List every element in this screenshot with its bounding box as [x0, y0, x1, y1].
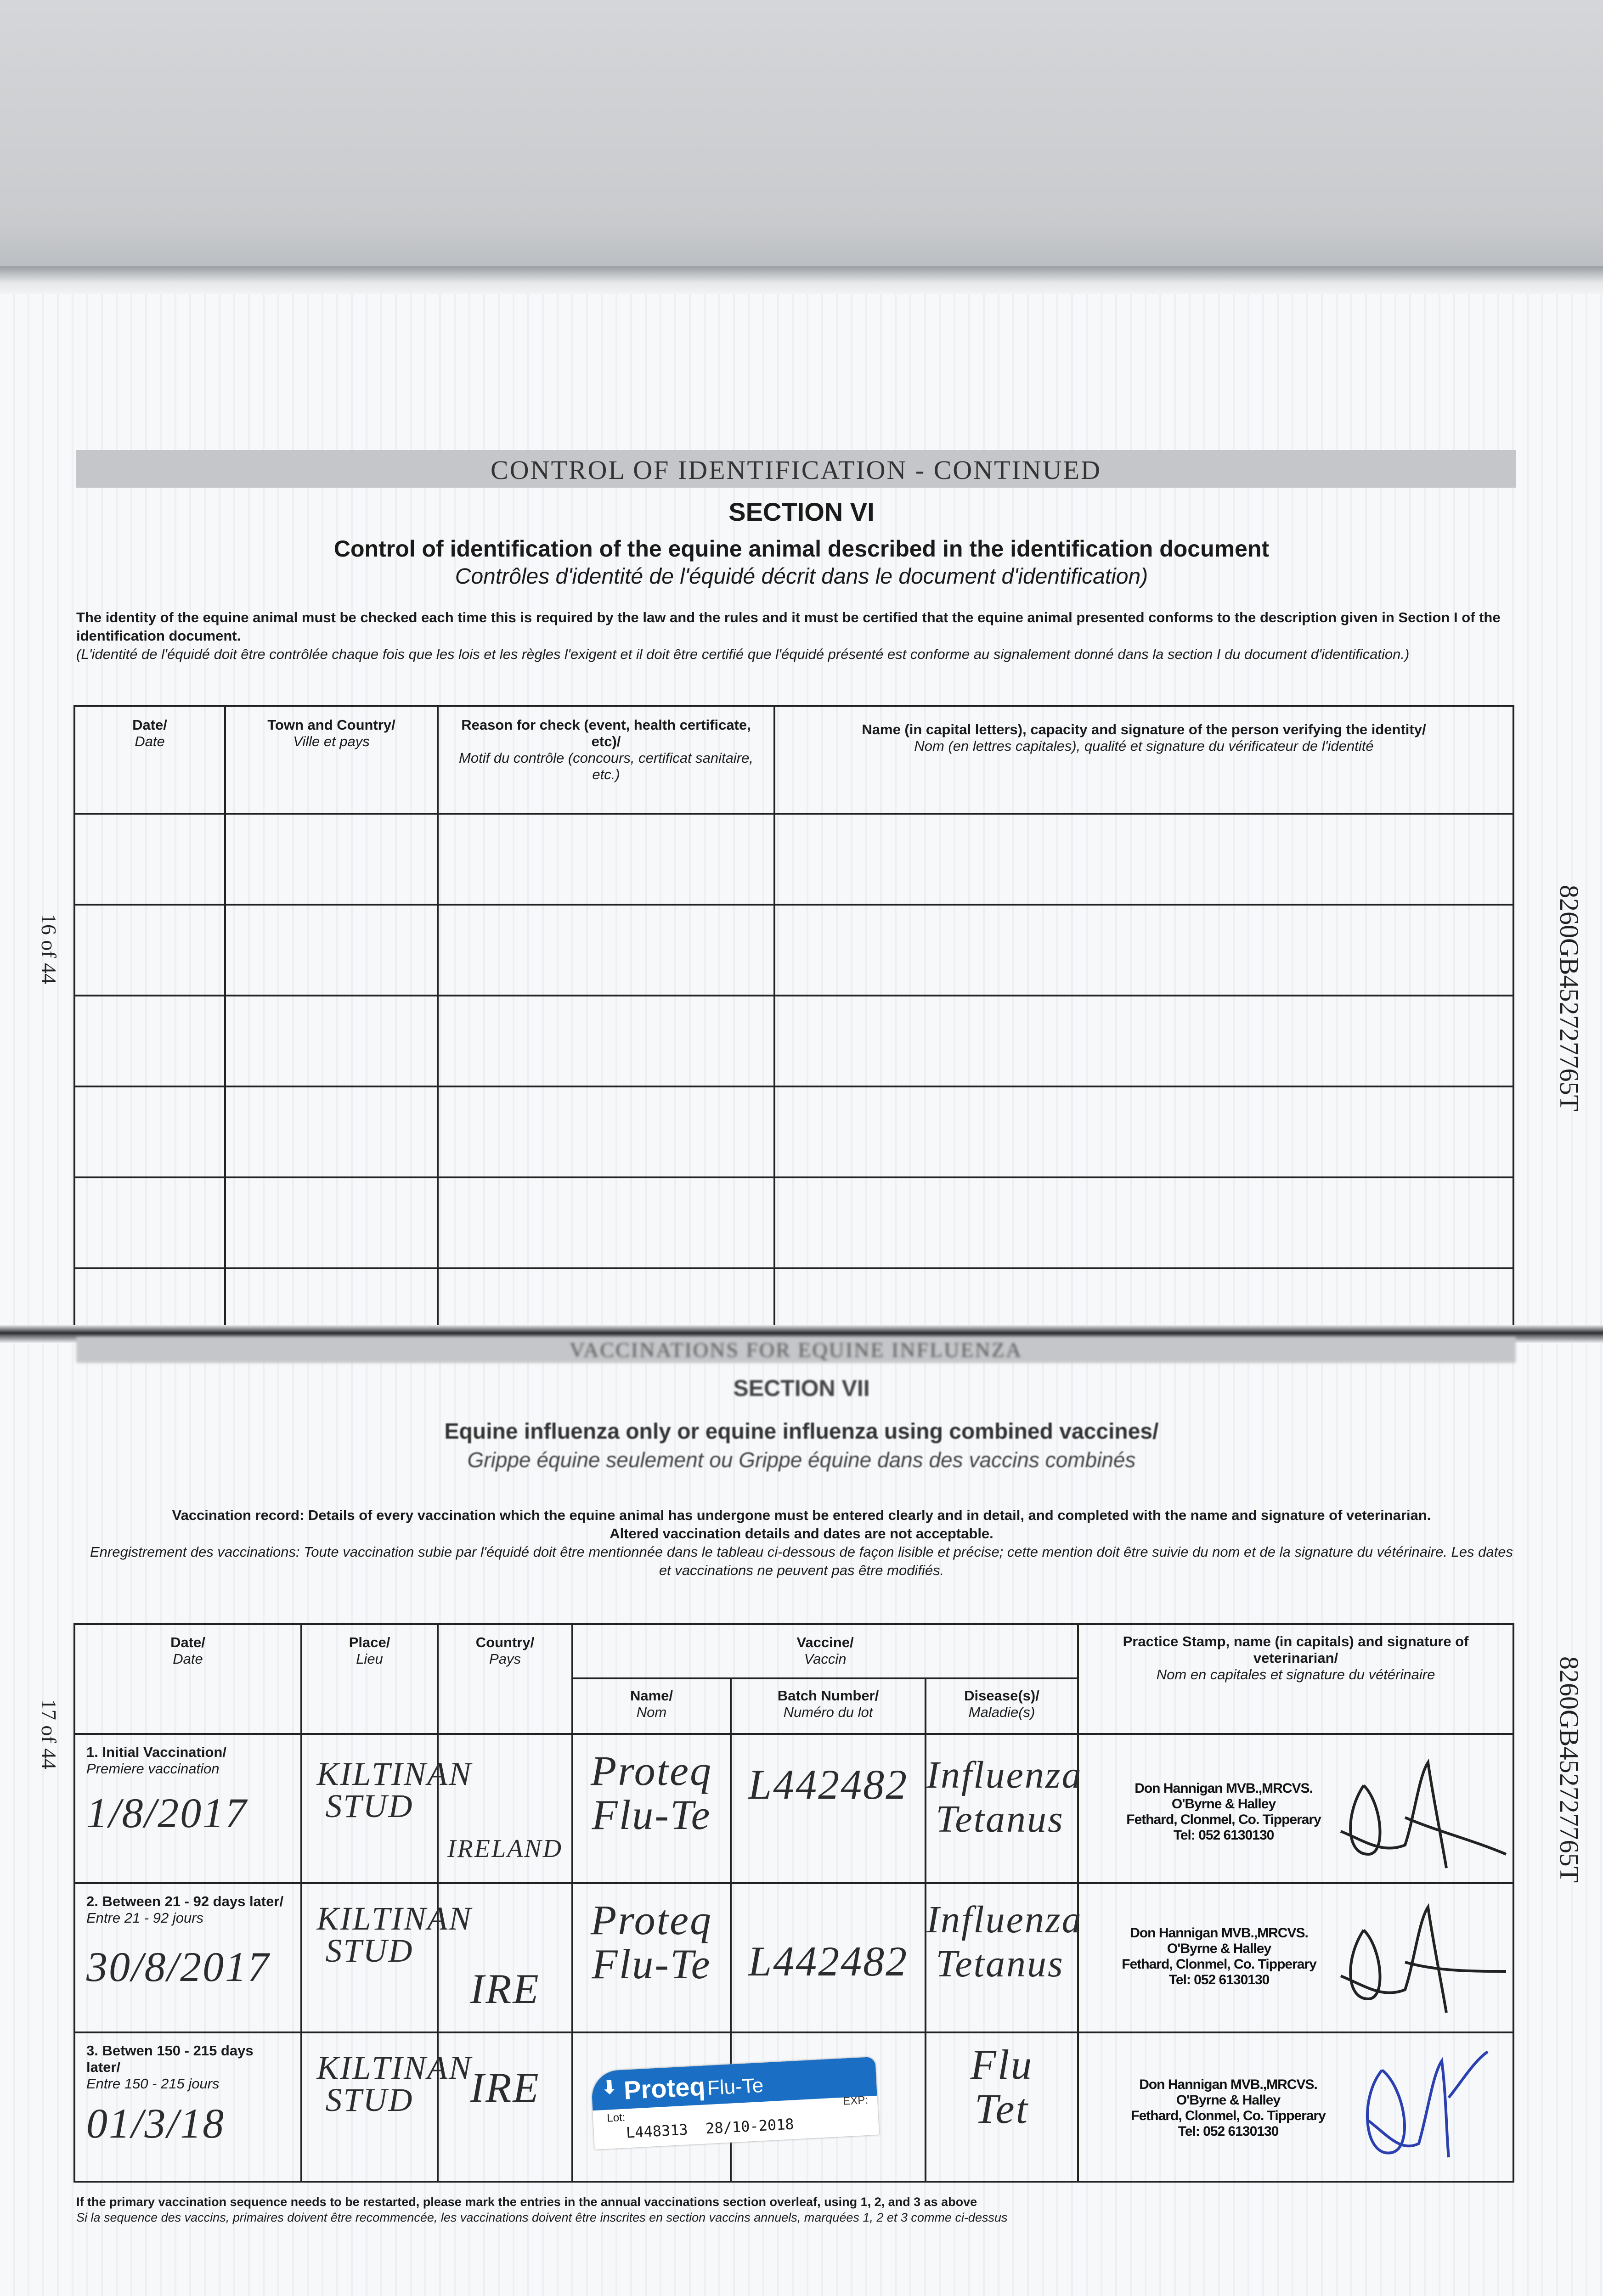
vaccination-date: 1/8/2017: [86, 1790, 248, 1836]
batch-number-cell[interactable]: [731, 1734, 926, 1883]
cell[interactable]: [74, 1268, 225, 1328]
section6-subtitle-fr: Contrôles d'identité de l'équidé décrit dans le document d'identification): [455, 564, 1148, 589]
cell[interactable]: [74, 814, 225, 905]
table-header-row: [74, 1624, 1513, 1678]
practice-stamp: Don Hannigan MVB.,MRCVS. O'Byrne & Halley Fethard, Clonmel, Co. Tipperary Tel: 052 6130130: [1122, 1925, 1316, 1987]
cell[interactable]: [74, 905, 225, 996]
cell[interactable]: [438, 905, 774, 996]
place-value: KILTINAN STUD: [316, 1900, 473, 1969]
passport-id-bottom: 8260GB452727765T: [1554, 1656, 1584, 1883]
row-label-fr: Entre 21 - 92 jours: [86, 1910, 204, 1926]
sticker-brand: Proteq: [623, 2071, 706, 2105]
col-vaccine: Vaccine/ Vaccin: [572, 1624, 1078, 1678]
cell[interactable]: [774, 1268, 1513, 1328]
place-value: KILTINAN STUD: [316, 1756, 473, 1824]
disease-cell[interactable]: [926, 1734, 1083, 1883]
sticker-exp-label: EXP:: [842, 2093, 869, 2108]
page-fold-top: [0, 266, 1603, 294]
stamp-cell[interactable]: [1078, 1734, 1513, 1883]
vaccination-date: 30/8/2017: [86, 1943, 271, 1990]
row-label: 2. Between 21 - 92 days later/: [86, 1893, 284, 1909]
batch-number-value: L442482: [748, 1938, 909, 1985]
sticker-product: Flu-Te: [706, 2074, 764, 2100]
date-cell[interactable]: [74, 2032, 301, 2182]
row-label-fr: Entre 150 - 215 jours: [86, 2076, 220, 2092]
table-row: [74, 1086, 1513, 1177]
page-number-16: 16 of 44: [37, 913, 61, 985]
table-row: [74, 1177, 1513, 1268]
vaccine-name-value: Proteq Flu-Te: [591, 1747, 712, 1838]
col-town-country: Town and Country/ Ville et pays: [225, 706, 438, 814]
disease-cell[interactable]: [926, 1883, 1083, 2032]
batch-number-cell[interactable]: [731, 1883, 926, 2032]
country-value: IRE: [470, 2064, 540, 2111]
section6-instructions: [76, 608, 1514, 664]
page-number-17: 17 of 44: [37, 1699, 61, 1770]
country-value: IRE: [470, 1965, 540, 2012]
stamp-cell[interactable]: [1078, 1883, 1513, 2032]
row-label: 1. Initial Vaccination/: [86, 1744, 226, 1760]
instructions-en: The identity of the equine animal must be checked each time this is required by the law and the rules and it must be certified that the equine animal presented conforms to the description given in Section I of the identification document.: [76, 609, 1501, 644]
date-cell[interactable]: [74, 1734, 301, 1883]
cell[interactable]: [438, 1177, 774, 1268]
disease-value: Influenza Tetanus: [926, 1754, 1083, 1840]
vaccine-name-cell[interactable]: [572, 1883, 731, 2032]
instructions-fr: (L'identité de l'équidé doit être contrôlée chaque fois que les lois et les règles l'exigent et il doit être certifié que l'équidé présenté est conforme au signalement donné dans la section I du document d'identification.): [76, 646, 1410, 662]
cell[interactable]: [225, 1268, 438, 1328]
col-place: Place/ Lieu: [301, 1624, 438, 1734]
row-label-fr: Premiere vaccination: [86, 1761, 220, 1777]
place-cell[interactable]: [301, 1883, 473, 2032]
cell[interactable]: [774, 1177, 1513, 1268]
cell[interactable]: [438, 1268, 774, 1328]
veterinarian-signature: [1336, 1749, 1511, 1873]
col-vaccine-name: Name/ Nom: [572, 1678, 731, 1734]
sticker-lot-label: Lot:: [606, 2111, 626, 2125]
disease-value: Flu Tet: [970, 2041, 1033, 2132]
table-row: [74, 1268, 1513, 1328]
veterinarian-signature: [1336, 1893, 1511, 2022]
instructions-en: Vaccination record: Details of every vaccination which the equine animal has undergone must be entered clearly and in detail, and completed with the name and signature of veterinarian.: [172, 1507, 1431, 1523]
cell[interactable]: [774, 814, 1513, 905]
sticker-lot-exp: [626, 2115, 795, 2141]
arrow-down-icon: ⬇: [601, 2077, 618, 2099]
col-practice-stamp: Practice Stamp, name (in capitals) and signature of veterinarian/ Nom en capitales et signature du vétérinaire: [1078, 1624, 1513, 1734]
footer-note-en: If the primary vaccination sequence needs to be restarted, please mark the entries in the annual vaccinations section overleaf, using 1, 2, and 3 as above: [76, 2195, 977, 2209]
disease-value: Influenza Tetanus: [926, 1898, 1083, 1985]
cell[interactable]: [225, 1177, 438, 1268]
cell[interactable]: [225, 996, 438, 1086]
table-header-row: [74, 706, 1513, 814]
vaccination-row: [74, 1883, 1513, 2032]
cell[interactable]: [74, 1177, 225, 1268]
cell[interactable]: [225, 814, 438, 905]
section7-instructions: [87, 1506, 1516, 1580]
vaccination-row: [74, 1734, 1513, 1883]
instructions-fr: Enregistrement des vaccinations: Toute vaccination subie par l'équidé doit être mentionnée dans le tableau ci-dessous de façon lisible et précise; cette mention doit être suivie du nom et de la signature du vétérinaire. Les dates et vaccinations ne peuvent pas être modifiés.: [90, 1544, 1513, 1578]
batch-number-value: L442482: [748, 1761, 909, 1808]
footer-note-fr: Si la sequence des vaccins, primaires doivent être recommencée, les vaccinations doivent être inscrites en section vaccins annuels, marquées 1, 2 et 3 comme ci-dessus: [76, 2211, 1008, 2224]
section7-title: SECTION VII: [733, 1375, 870, 1401]
section7-header-bar: VACCINATIONS FOR EQUINE INFLUENZA: [76, 1337, 1516, 1363]
sticker-exp: 28/10-2018: [705, 2115, 795, 2138]
stamp-cell[interactable]: [1078, 2032, 1513, 2182]
col-batch-number: Batch Number/ Numéro du lot: [731, 1678, 926, 1734]
practice-stamp: Don Hannigan MVB.,MRCVS. O'Byrne & Halley Fethard, Clonmel, Co. Tipperary Tel: 052 6130130: [1131, 2077, 1326, 2139]
col-reason: Reason for check (event, health certificate, etc)/ Motif du contrôle (concours, certificat sanitaire, etc.): [438, 706, 774, 814]
col-country: Country/ Pays: [438, 1624, 572, 1734]
date-cell[interactable]: [74, 1883, 301, 2032]
passport-id-top: 8260GB452727765T: [1554, 885, 1584, 1111]
place-cell[interactable]: [301, 2032, 473, 2182]
disease-cell[interactable]: [926, 2032, 1078, 2182]
table-row: [74, 905, 1513, 996]
cell[interactable]: [438, 1086, 774, 1177]
cell[interactable]: [438, 996, 774, 1086]
cell[interactable]: [774, 1086, 1513, 1177]
section7-subtitle-en: Equine influenza only or equine influenza using combined vaccines/: [444, 1419, 1159, 1444]
veterinarian-signature-blue: [1355, 2043, 1501, 2171]
cell[interactable]: [774, 996, 1513, 1086]
sticker-lot: L448313: [626, 2121, 689, 2142]
cell[interactable]: [774, 905, 1513, 996]
cell[interactable]: [74, 996, 225, 1086]
instructions-en-2: Altered vaccination details and dates are not acceptable.: [610, 1525, 993, 1542]
section6-subtitle-en: Control of identification of the equine animal described in the identification document: [333, 536, 1270, 562]
vaccine-name-cell[interactable]: [572, 1734, 731, 1883]
col-date: Date/ Date: [74, 1624, 301, 1734]
practice-stamp: Don Hannigan MVB.,MRCVS. O'Byrne & Halley Fethard, Clonmel, Co. Tipperary Tel: 052 6130130: [1126, 1781, 1321, 1843]
identification-check-table: [73, 705, 1514, 1329]
col-diseases: Disease(s)/ Maladie(s): [926, 1678, 1078, 1734]
vaccine-name-value: Proteq Flu-Te: [591, 1896, 712, 1987]
place-value: KILTINAN STUD: [316, 2049, 473, 2118]
col-name-signature: Name (in capital letters), capacity and signature of the person verifying the identity/ Nom (en lettres capitales), qualité et signature du vérificateur de l'identité: [774, 706, 1513, 814]
vaccine-batch-sticker: [591, 2057, 879, 2150]
section6-title: SECTION VI: [728, 497, 875, 526]
place-cell[interactable]: [301, 1734, 473, 1883]
col-date: Date/ Date: [74, 706, 225, 814]
row-label: 3. Betwen 150 - 215 days later/: [86, 2043, 254, 2075]
table-row: [74, 996, 1513, 1086]
country-value: IRELAND: [447, 1835, 563, 1863]
scanner-background: [0, 0, 1603, 276]
cell[interactable]: [438, 814, 774, 905]
cell[interactable]: [225, 905, 438, 996]
cell[interactable]: [225, 1086, 438, 1177]
section-header-bar: CONTROL OF IDENTIFICATION - CONTINUED: [76, 450, 1516, 488]
section7-subtitle-fr: Grippe équine seulement ou Grippe équine dans des vaccins combinés: [467, 1448, 1136, 1472]
table-row: [74, 814, 1513, 905]
cell[interactable]: [74, 1086, 225, 1177]
vaccination-date: 01/3/18: [86, 2100, 226, 2147]
